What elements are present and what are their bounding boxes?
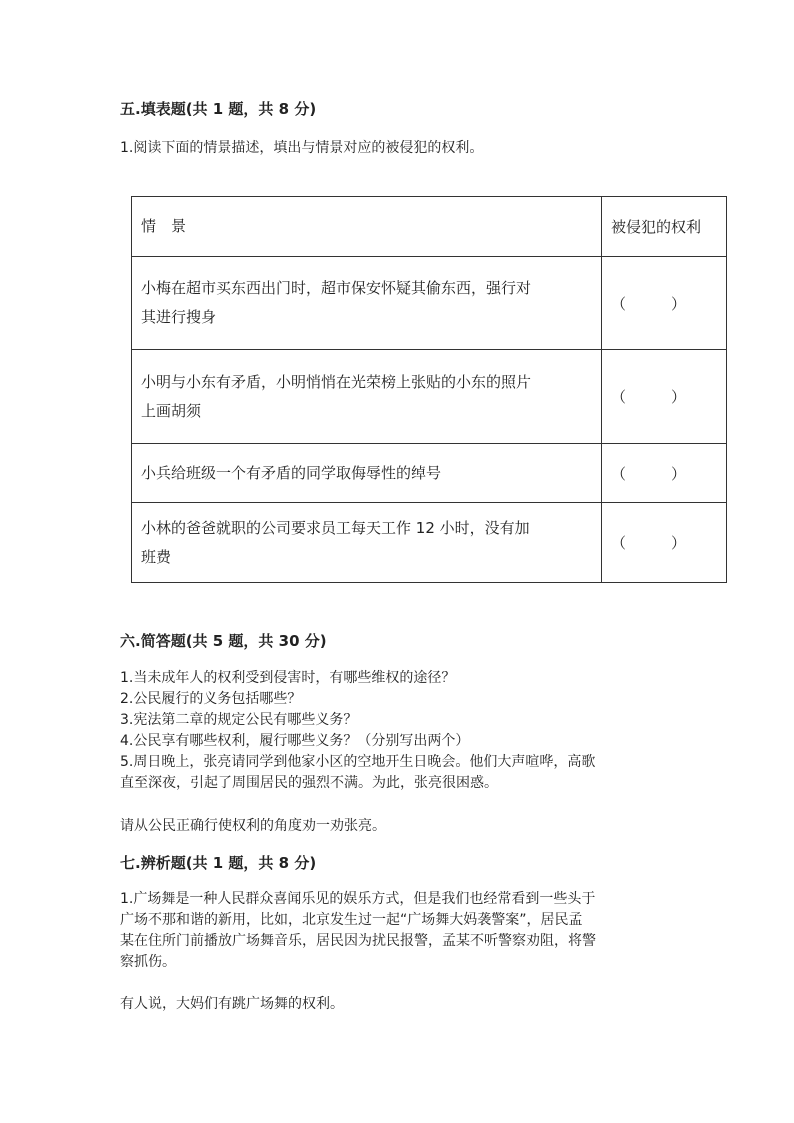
- scenario-cell: [132, 503, 602, 583]
- section7-title: 七.辨析题(共 1 题，共 8 分): [120, 854, 317, 872]
- table-header-scenario: 情 景: [132, 197, 602, 257]
- answer-blank[interactable]: （ ）: [602, 444, 727, 503]
- section5-question: 1.阅读下面的情景描述，填出与情景对应的被侵犯的权利。: [120, 140, 484, 156]
- scenario-line: 小兵给班级一个有矛盾的同学取侮辱性的绰号: [141, 463, 442, 482]
- section6-title: 六.简答题(共 5 题，共 30 分): [120, 632, 327, 650]
- answer-blank[interactable]: （ ）: [602, 350, 727, 444]
- passage-line: 1.广场舞是一种人民群众喜闻乐见的娱乐方式，但是我们也经常看到一些头于: [120, 891, 596, 907]
- scenario-line: 小林的爸爸就职的公司要求员工每天工作 12 小时，没有加: [141, 518, 530, 537]
- passage-line: 某在住所门前播放广场舞音乐，居民因为扰民报警，孟某不听警察劝阻，将警: [120, 933, 596, 949]
- table-header-row: [132, 197, 727, 257]
- question-line: 直至深夜，引起了周围居民的强烈不满。为此，张亮很困惑。: [120, 775, 498, 791]
- question-line: 4.公民享有哪些权利，履行哪些义务？（分别写出两个）: [120, 733, 470, 749]
- question-line: 1.当未成年人的权利受到侵害时，有哪些维权的途径？: [120, 670, 456, 686]
- scenario-cell: [132, 257, 602, 350]
- answer-blank[interactable]: （ ）: [602, 503, 727, 583]
- table-row: [132, 257, 727, 350]
- rights-table: [131, 196, 727, 583]
- scenario-line: 其进行搜身: [141, 308, 217, 326]
- passage-line: 广场不那和谐的新用，比如，北京发生过一起“广场舞大妈袭警案”，居民孟: [120, 912, 583, 928]
- table-row: [132, 350, 727, 444]
- scenario-line: 上画胡须: [141, 401, 202, 420]
- table-row: [132, 444, 727, 503]
- section6-questions: [120, 668, 595, 794]
- question-line: 3.宪法第二章的规定公民有哪些义务？: [120, 712, 358, 728]
- scenario-line: 小明与小东有矛盾，小明悄悄在光荣榜上张贴的小东的照片: [141, 372, 532, 391]
- table-header-right: 被侵犯的权利: [602, 197, 727, 257]
- section6-prompt: 请从公民正确行使权利的角度劝一劝张亮。: [120, 818, 386, 834]
- table-row: [132, 503, 727, 583]
- section7-passage: [120, 889, 596, 973]
- section5-title: 五.填表题(共 1 题，共 8 分): [120, 100, 317, 118]
- passage-line: 察抓伤。: [120, 954, 176, 970]
- scenario-cell: [132, 444, 602, 503]
- question-line: 2.公民履行的义务包括哪些？: [120, 691, 302, 707]
- scenario-cell: [132, 350, 602, 444]
- scenario-line: 班费: [141, 547, 172, 566]
- question-line: 5.周日晚上，张亮请同学到他家小区的空地开生日晚会。他们大声喧哗，高歌: [120, 754, 596, 770]
- scenario-line: 小梅在超市买东西出门时，超市保安怀疑其偷东西，强行对: [141, 279, 532, 297]
- section7-prompt: 有人说，大妈们有跳广场舞的权利。: [120, 996, 344, 1012]
- answer-blank[interactable]: （ ）: [602, 257, 727, 350]
